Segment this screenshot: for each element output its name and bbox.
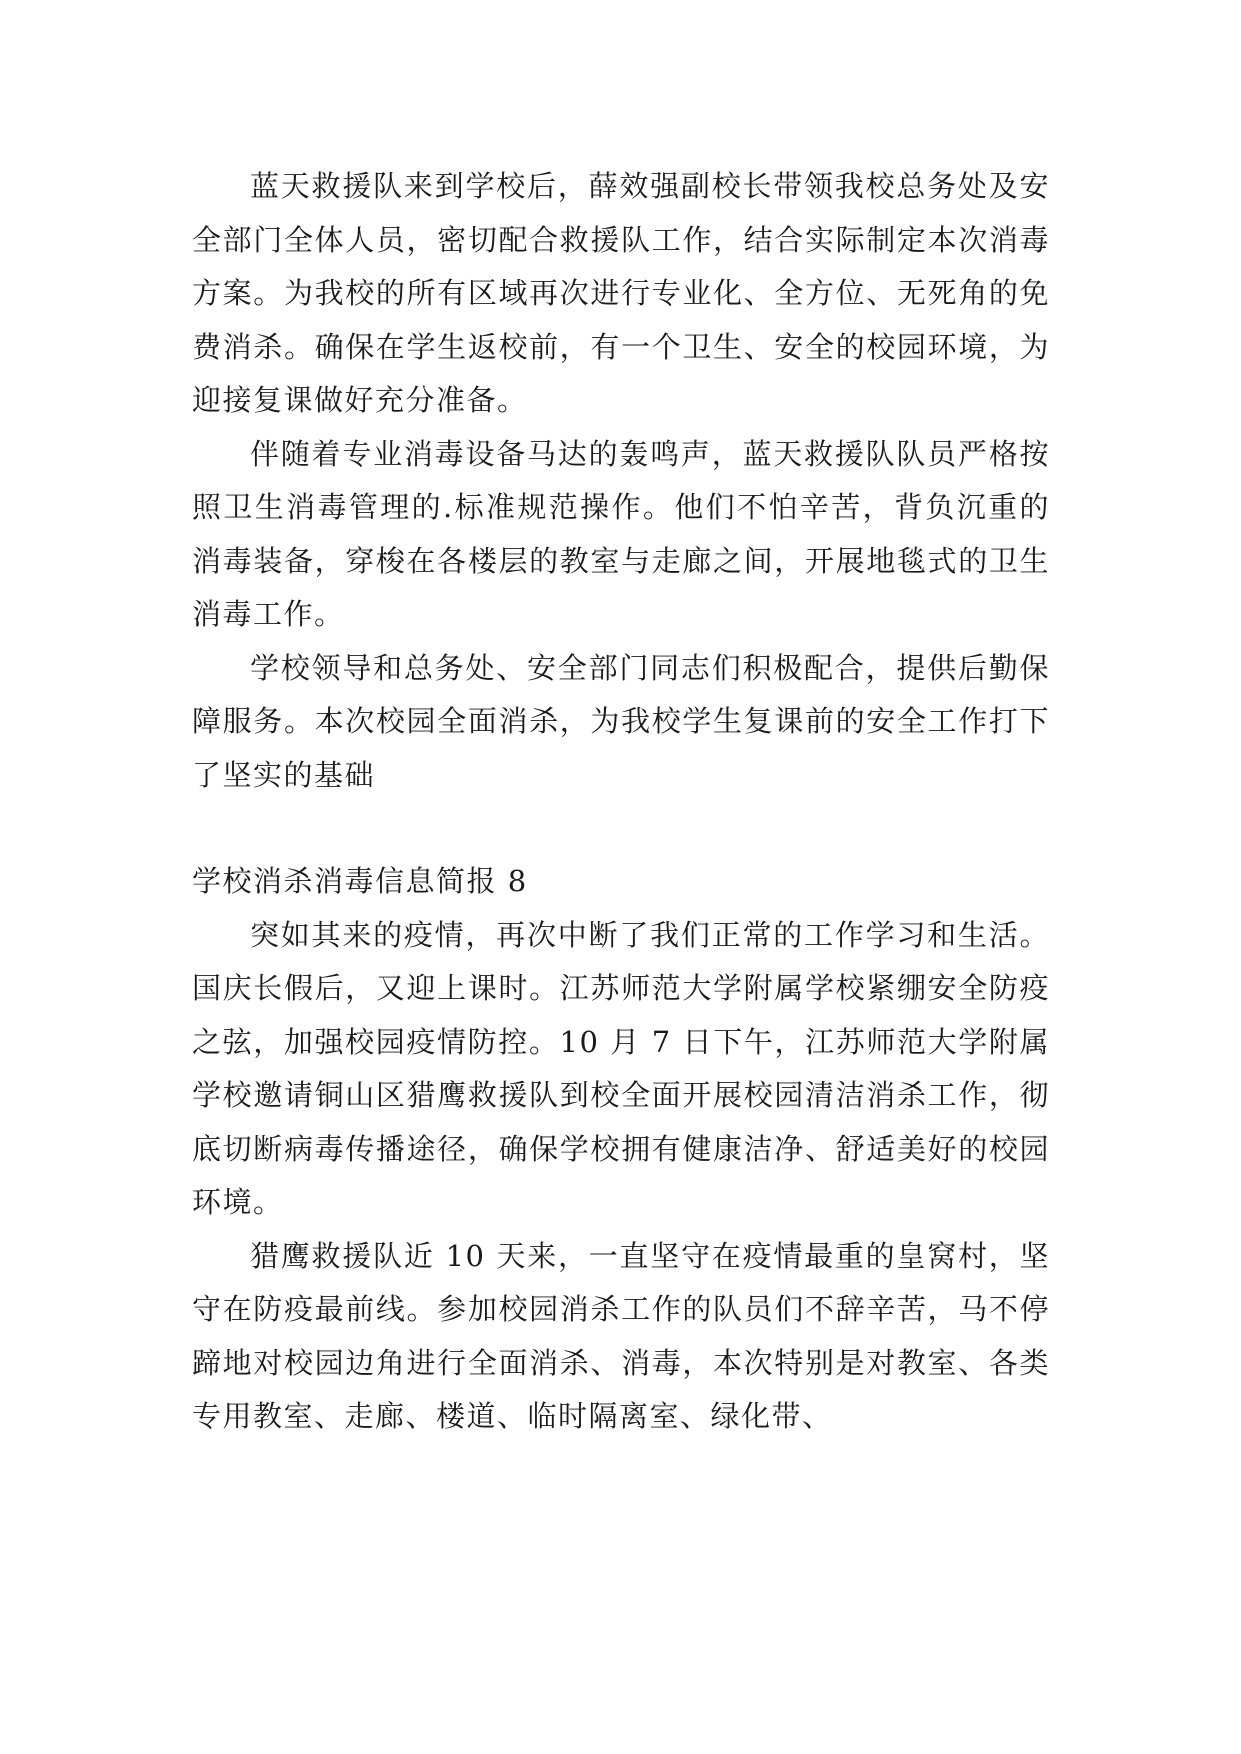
paragraph: 学校领导和总务处、安全部门同志们积极配合，提供后勤保障服务。本次校园全面消杀，为我校学生复课前的安全工作打下了坚实的基础	[192, 650, 1050, 792]
paragraph: 蓝天救援队来到学校后，薛效强副校长带领我校总务处及安全部门全体人员，密切配合救援队工作，结合实际制定本次消毒方案。为我校的所有区域再次进行专业化、全方位、无死角的免费消杀。确保在学生返校前，有一个卫生、安全的校园环境，为迎接复课做好充分准备。	[192, 169, 1050, 417]
section-heading: 学校消杀消毒信息简报 8	[192, 864, 528, 898]
section-spacer	[192, 802, 1050, 855]
paragraph: 突如其来的疫情，再次中断了我们正常的工作学习和生活。国庆长假后，又迎上课时。江苏师范大学附属学校紧绷安全防疫之弦，加强校园疫情防控。10 月 7 日下午，江苏师范大学附属学校邀请铜山区猎鹰救援队到校全面开展校园清洁消杀工作，彻底切断病毒传播途径，确保学校拥有健康洁净、舒适美好的校园环境。	[192, 917, 1050, 1219]
paragraph: 猎鹰救援队近 10 天来，一直坚守在疫情最重的皇窝村，坚守在防疫最前线。参加校园消杀工作的队员们不辞辛苦，马不停蹄地对校园边角进行全面消杀、消毒，本次特别是对教室、各类专用教室、走廊、楼道、临时隔离室、绿化带、	[192, 1238, 1050, 1433]
document-page	[192, 160, 1050, 1444]
paragraph: 伴随着专业消毒设备马达的轰鸣声，蓝天救援队队员严格按照卫生消毒管理的.标准规范操作。他们不怕辛苦，背负沉重的消毒装备，穿梭在各楼层的教室与走廊之间，开展地毯式的卫生消毒工作。	[192, 436, 1050, 631]
